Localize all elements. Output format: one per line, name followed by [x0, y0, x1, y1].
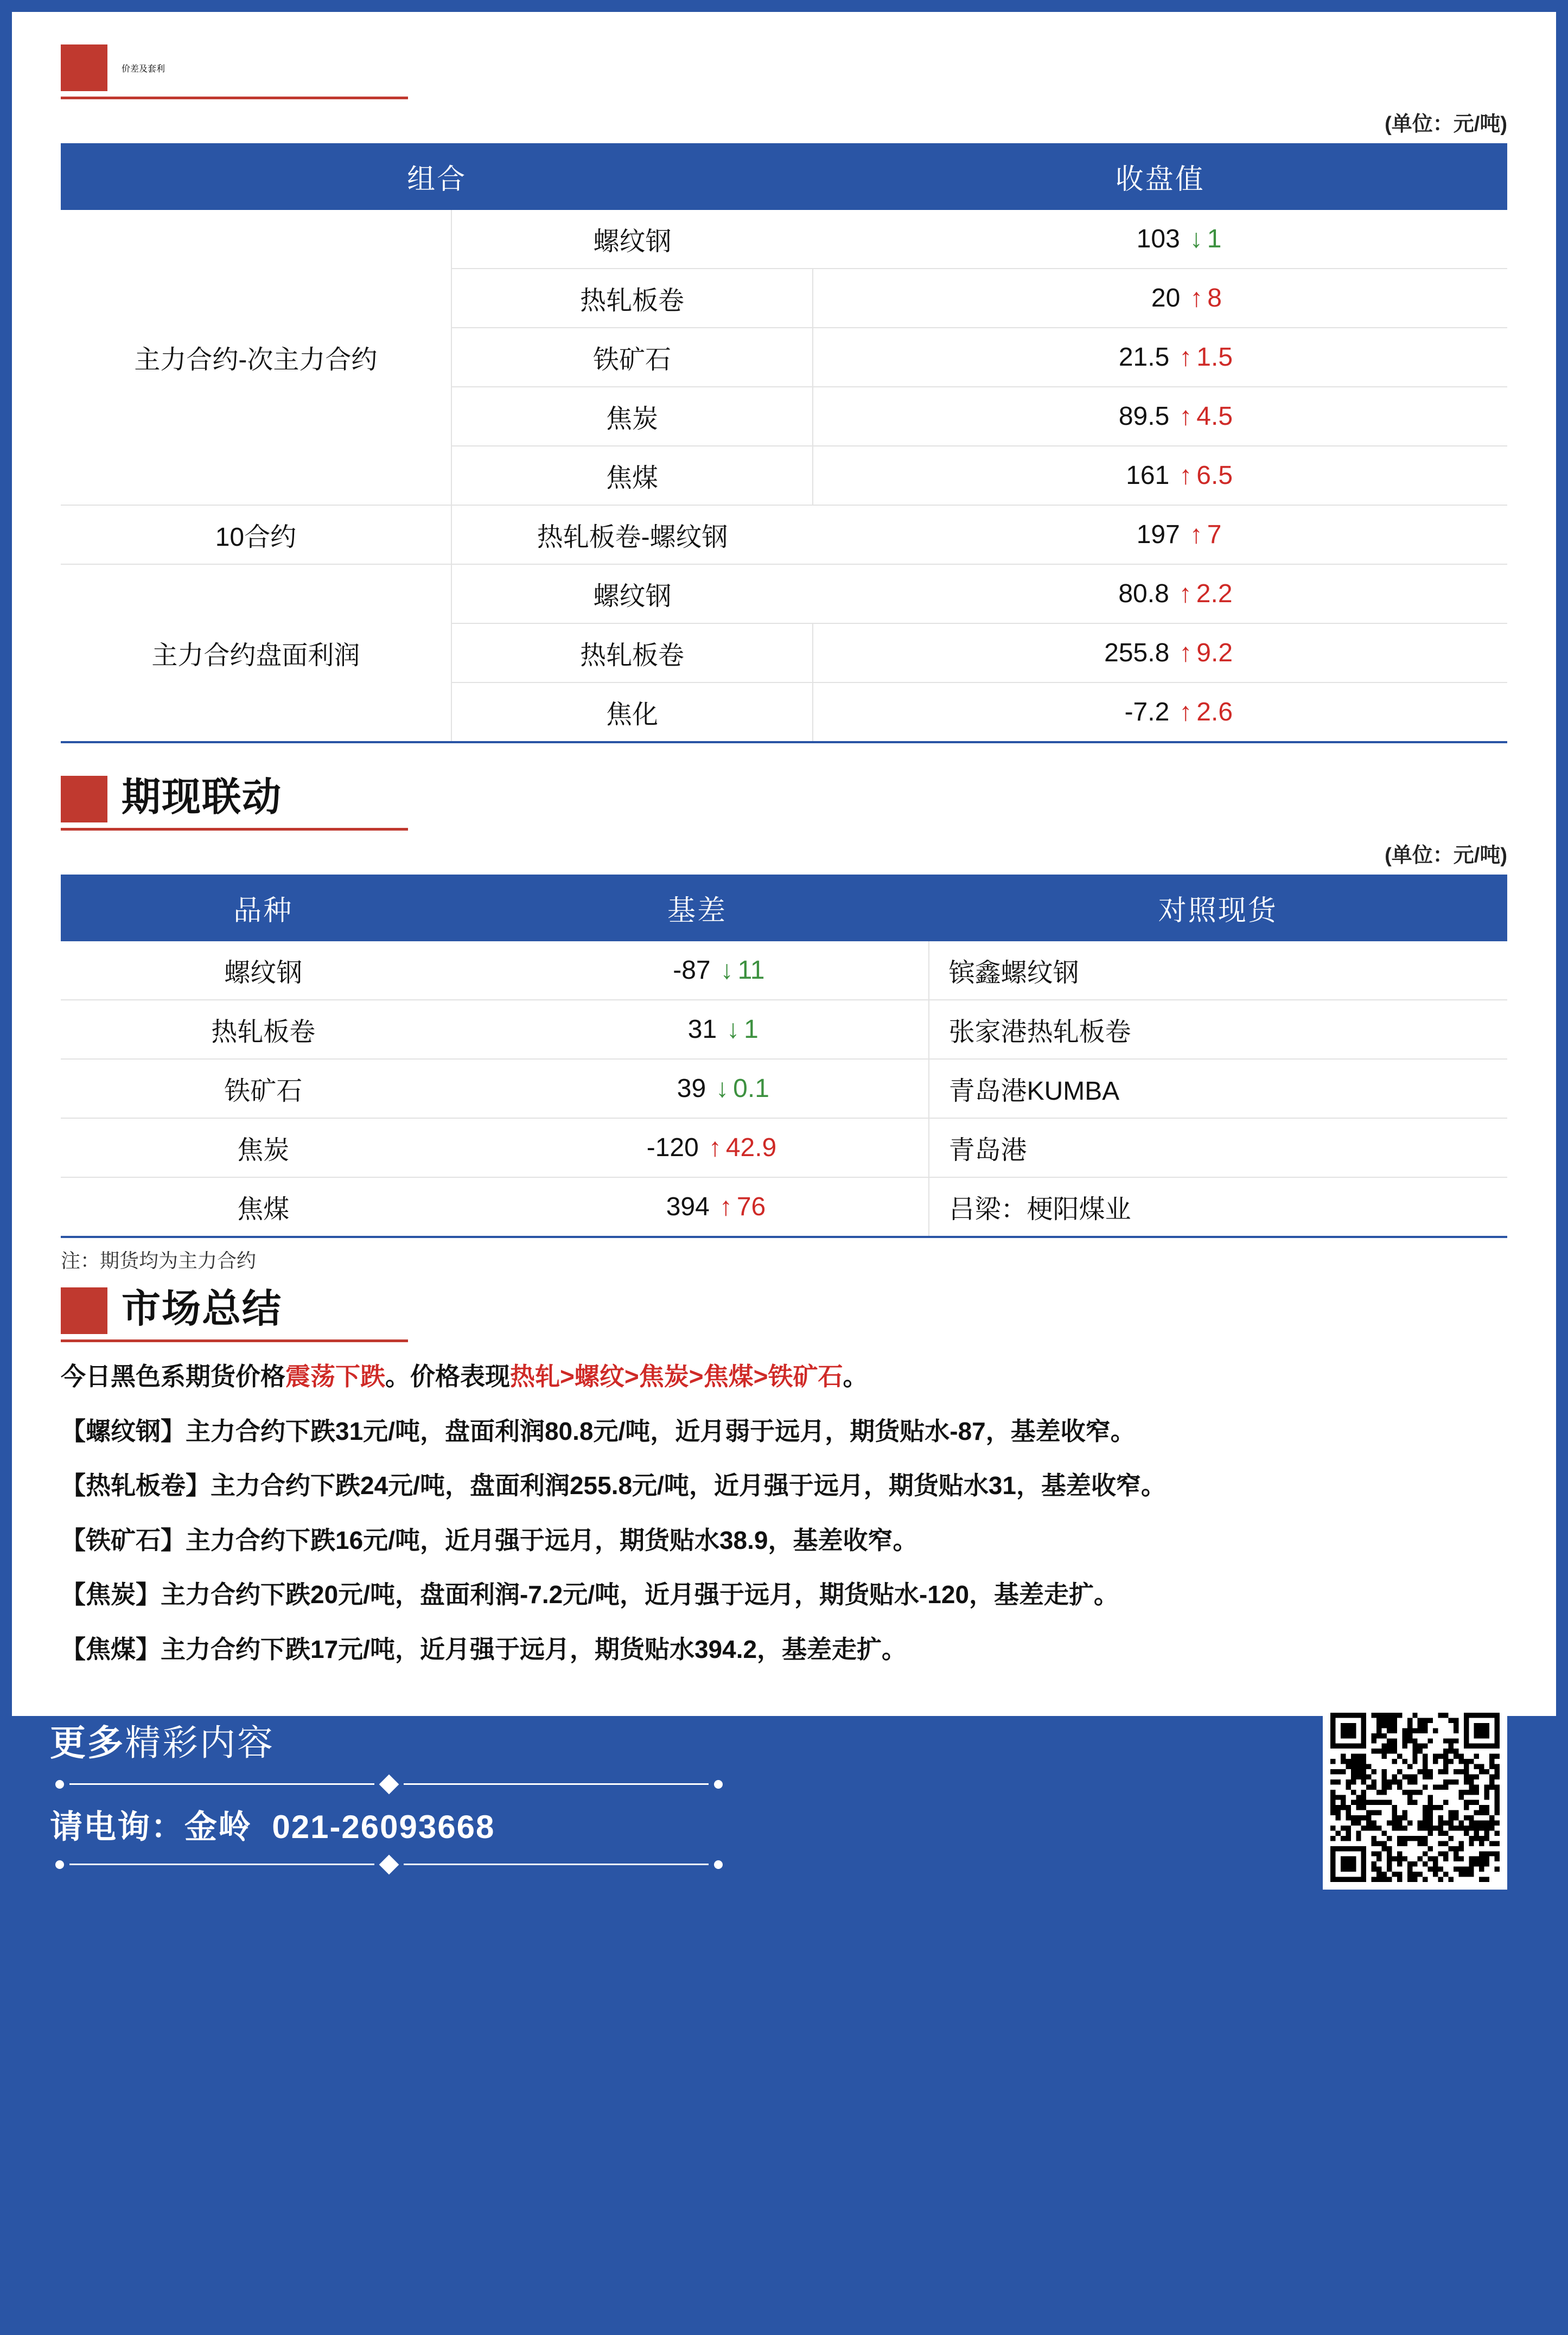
row-value	[813, 682, 1507, 742]
arrow-up-icon: ↑	[1179, 343, 1193, 372]
value-number: 161	[1126, 461, 1170, 490]
table-header-row	[61, 875, 1507, 941]
qr-code-icon[interactable]	[1323, 1705, 1507, 1890]
diamond-icon	[379, 1854, 399, 1874]
diamond-icon	[379, 1774, 399, 1794]
table-note: 注：期货均为主力合约	[61, 1249, 257, 1272]
row-label: 焦化	[451, 682, 813, 742]
row-value	[466, 1118, 928, 1177]
highlight-text: 震荡下跌	[285, 1362, 385, 1390]
summary-paragraph	[61, 1520, 1507, 1561]
table-row	[61, 941, 1507, 1000]
value-number: -120	[646, 1133, 699, 1162]
value-number: -87	[673, 956, 711, 985]
body-text: 【螺纹钢】主力合约下跌31元/吨，盘面利润80.8元/吨，近月弱于远月，期货贴水-87，基差收窄。	[61, 1417, 1136, 1445]
arrow-up-icon: ↑	[1189, 520, 1203, 549]
contact-name: 金岭	[184, 1808, 252, 1845]
row-value	[466, 1000, 928, 1059]
table-row	[61, 1059, 1507, 1118]
footer	[12, 1716, 1556, 1879]
row-label: 螺纹钢	[61, 941, 466, 1000]
group-label: 10合约	[61, 505, 451, 564]
summary-paragraph	[61, 1356, 1507, 1397]
value-delta: 6.5	[1196, 461, 1233, 490]
value-delta: 1	[744, 1015, 758, 1044]
value-number: 89.5	[1118, 402, 1170, 431]
value-delta: 0.1	[733, 1074, 769, 1103]
row-value	[466, 1177, 928, 1237]
footer-title	[50, 1714, 1323, 1765]
body-text: 今日黑色系期货价格	[61, 1362, 285, 1390]
table-row	[61, 1118, 1507, 1177]
table-basis	[61, 875, 1507, 1238]
row-spot: 镔鑫螺纹钢	[929, 941, 1507, 1000]
arrow-up-icon: ↑	[1179, 461, 1193, 490]
column-header-basis: 基差	[466, 875, 928, 941]
section-header-summary	[61, 1287, 1507, 1334]
arrow-up-icon: ↑	[1179, 698, 1193, 726]
section-marker-icon	[61, 776, 107, 822]
value-delta: 1.5	[1196, 343, 1233, 372]
summary-text	[61, 1356, 1507, 1669]
row-label: 焦炭	[451, 387, 813, 446]
footer-divider	[50, 1777, 728, 1791]
section-header-basis	[61, 776, 1507, 822]
row-spot: 张家港热轧板卷	[929, 1000, 1507, 1059]
arrow-up-icon: ↑	[1179, 402, 1193, 431]
row-spot: 青岛港	[929, 1118, 1507, 1177]
group-label: 主力合约盘面利润	[61, 564, 451, 742]
table-header-row	[61, 143, 1507, 210]
section-rule	[61, 1339, 408, 1342]
value-delta: 4.5	[1196, 402, 1233, 431]
row-value	[813, 623, 1507, 682]
section-title-basis: 期现联动	[122, 776, 283, 819]
value-delta: 2.6	[1196, 698, 1233, 726]
dot-icon	[714, 1860, 723, 1869]
row-label: 热轧板卷	[451, 623, 813, 682]
table-row	[61, 1177, 1507, 1237]
column-header-spot: 对照现货	[929, 875, 1507, 941]
footer-divider	[50, 1858, 728, 1872]
dot-icon	[55, 1780, 64, 1789]
footer-contact[interactable]	[50, 1801, 1323, 1848]
arrow-down-icon: ↓	[726, 1015, 740, 1044]
row-label: 焦煤	[61, 1177, 466, 1237]
arrow-up-icon: ↑	[708, 1133, 722, 1162]
arrow-down-icon: ↓	[1189, 225, 1203, 253]
value-number: 103	[1136, 225, 1180, 253]
row-label: 铁矿石	[61, 1059, 466, 1118]
value-number: 39	[677, 1074, 706, 1103]
arrow-down-icon: ↓	[720, 956, 734, 985]
row-value	[813, 269, 1507, 328]
arrow-up-icon: ↑	[1190, 284, 1203, 312]
value-number: 31	[687, 1015, 717, 1044]
summary-paragraph	[61, 1465, 1507, 1506]
section-marker-icon	[61, 1287, 107, 1334]
body-text: 【焦炭】主力合约下跌20元/吨，盘面利润-7.2元/吨，近月强于远月，期货贴水-120，基差走扩。	[61, 1580, 1119, 1609]
section-marker-icon	[61, 44, 107, 91]
row-label: 热轧板卷	[61, 1000, 466, 1059]
value-delta: 7	[1207, 520, 1222, 549]
contact-phone: 021-26093668	[272, 1808, 495, 1845]
row-value	[813, 564, 1507, 623]
value-number: 21.5	[1118, 343, 1170, 372]
value-number: 394	[666, 1192, 710, 1221]
row-label: 焦煤	[451, 446, 813, 505]
row-value	[813, 328, 1507, 387]
table-row	[61, 564, 1507, 623]
table-row	[61, 505, 1507, 564]
value-delta: 76	[736, 1192, 766, 1221]
value-delta: 8	[1207, 284, 1222, 312]
section-title-summary: 市场总结	[122, 1287, 283, 1331]
column-header-variety: 品种	[61, 875, 466, 941]
row-label: 热轧板卷-螺纹钢	[451, 505, 813, 564]
footer-left	[50, 1714, 1323, 1881]
section-rule	[61, 828, 408, 831]
arrow-up-icon: ↑	[1178, 579, 1192, 608]
value-number: -7.2	[1124, 698, 1170, 726]
summary-paragraph	[61, 1629, 1507, 1670]
body-text: 【热轧板卷】主力合约下跌24元/吨，盘面利润255.8元/吨，近月强于远月，期货贴水31，基差收窄。	[61, 1471, 1167, 1500]
arrow-down-icon: ↓	[716, 1074, 729, 1103]
dot-icon	[55, 1860, 64, 1869]
body-text: 。价格表现	[385, 1362, 510, 1390]
column-header-close: 收盘值	[813, 143, 1507, 210]
summary-paragraph	[61, 1574, 1507, 1615]
footer-title-bold: 更多	[50, 1722, 125, 1763]
section-header-arbitrage	[61, 44, 1507, 91]
value-delta: 1	[1207, 225, 1222, 253]
footer-title-thin: 精彩内容	[125, 1722, 275, 1763]
column-header-combo: 组合	[61, 143, 813, 210]
body-text: 。	[843, 1362, 868, 1390]
row-spot: 青岛港KUMBA	[929, 1059, 1507, 1118]
highlight-text: 热轧>螺纹>焦炭>焦煤>铁矿石	[510, 1362, 843, 1390]
summary-paragraph	[61, 1411, 1507, 1452]
section-title-arbitrage: 价差及套利	[122, 64, 165, 74]
row-value	[466, 941, 928, 1000]
unit-label-basis: (单位：元/吨)	[1385, 844, 1507, 867]
row-label: 铁矿石	[451, 328, 813, 387]
row-label: 螺纹钢	[451, 210, 813, 269]
value-delta: 9.2	[1196, 639, 1233, 667]
table-row	[61, 210, 1507, 269]
body-text: 【焦煤】主力合约下跌17元/吨，近月强于远月，期货贴水394.2，基差走扩。	[61, 1635, 907, 1663]
value-delta: 2.2	[1196, 579, 1233, 608]
table-arbitrage	[61, 143, 1507, 743]
row-label: 热轧板卷	[451, 269, 813, 328]
value-delta: 11	[737, 956, 765, 985]
section-rule	[61, 97, 408, 99]
value-number: 20	[1151, 284, 1181, 312]
row-value	[813, 387, 1507, 446]
row-value	[813, 446, 1507, 505]
unit-label-arbitrage: (单位：元/吨)	[1385, 113, 1507, 136]
row-value	[813, 505, 1507, 564]
row-value	[813, 210, 1507, 269]
contact-label: 请电询：	[50, 1808, 184, 1845]
content-sheet	[12, 12, 1556, 1716]
group-label: 主力合约-次主力合约	[61, 210, 451, 505]
row-label: 焦炭	[61, 1118, 466, 1177]
value-delta: 42.9	[725, 1133, 777, 1162]
value-number: 197	[1136, 520, 1180, 549]
qr-code-svg	[1330, 1713, 1500, 1882]
row-label: 螺纹钢	[451, 564, 813, 623]
table-row	[61, 1000, 1507, 1059]
dot-icon	[714, 1780, 723, 1789]
row-spot: 吕梁：梗阳煤业	[929, 1177, 1507, 1237]
arrow-up-icon: ↑	[719, 1192, 732, 1221]
body-text: 【铁矿石】主力合约下跌16元/吨，近月强于远月，期货贴水38.9，基差收窄。	[61, 1526, 918, 1554]
value-number: 255.8	[1104, 639, 1170, 667]
value-number: 80.8	[1118, 579, 1169, 608]
arrow-up-icon: ↑	[1179, 639, 1193, 667]
row-value	[466, 1059, 928, 1118]
